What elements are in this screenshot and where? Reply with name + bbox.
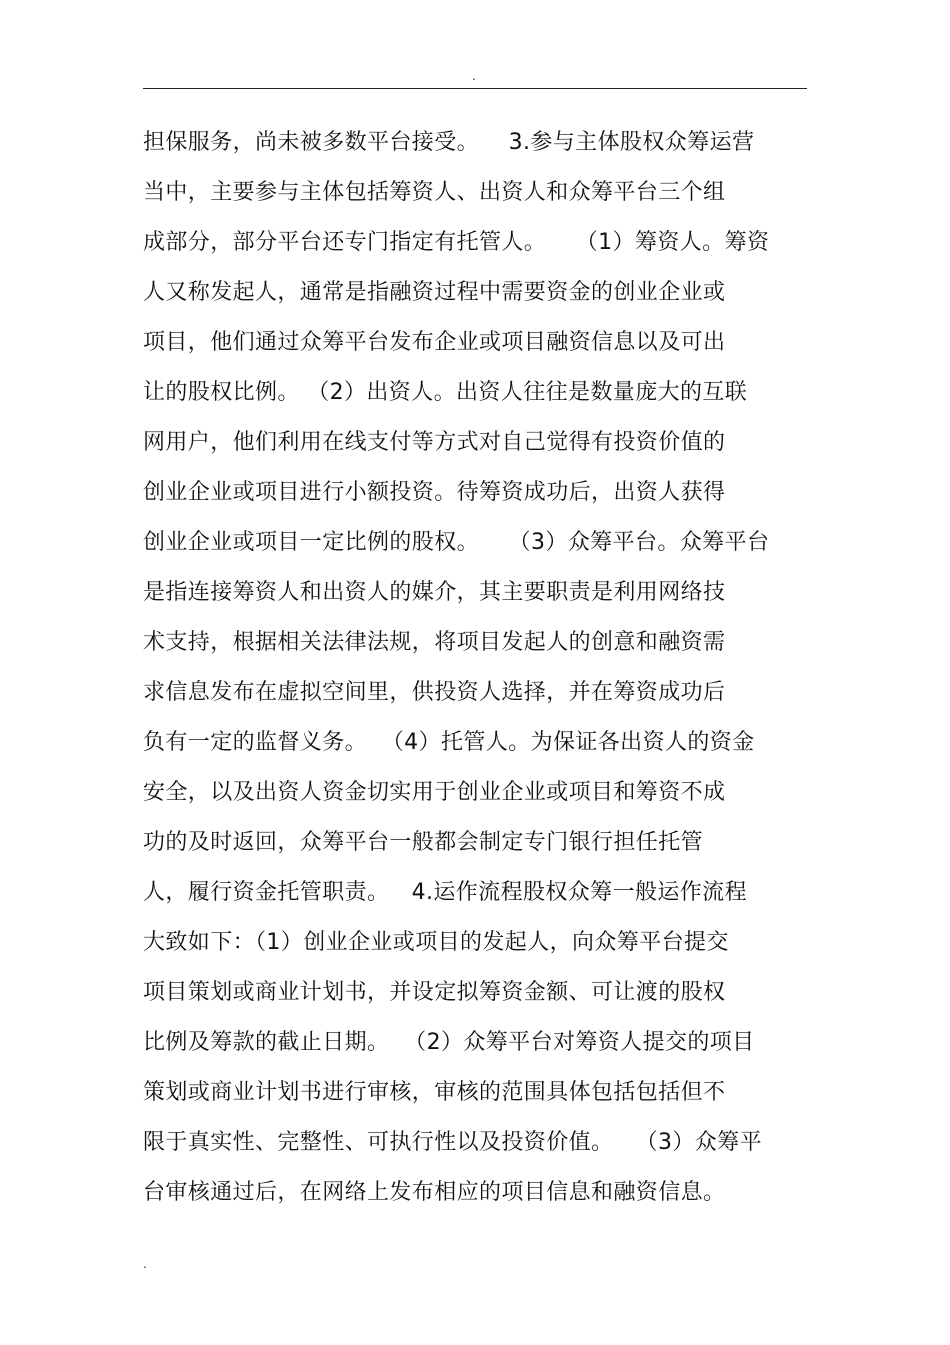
text-line: 策划或商业计划书进行审核，审核的范围具体包括包括但不 bbox=[143, 1080, 726, 1105]
text-line: 限于真实性、完整性、可执行性以及投资价值。 （3）众筹平 bbox=[143, 1130, 762, 1155]
text-line: 大致如下：（1）创业企业或项目的发起人，向众筹平台提交 bbox=[143, 930, 729, 955]
text-line: 台审核通过后，在网络上发布相应的项目信息和融资信息。 bbox=[143, 1180, 726, 1205]
text-line: 担保服务，尚未被多数平台接受。 3.参与主体股权众筹运营 bbox=[143, 130, 755, 155]
text-line: 是指连接筹资人和出资人的媒介，其主要职责是利用网络技 bbox=[143, 580, 726, 605]
footer-mark: . bbox=[143, 1257, 147, 1271]
text-line: 功的及时返回，众筹平台一般都会制定专门银行担任托管 bbox=[143, 830, 704, 855]
text-line: 项目策划或商业计划书，并设定拟筹资金额、可让渡的股权 bbox=[143, 980, 726, 1005]
body-text bbox=[143, 118, 823, 1218]
text-line: 网用户，他们利用在线支付等方式对自己觉得有投资价值的 bbox=[143, 430, 726, 455]
text-line: 成部分，部分平台还专门指定有托管人。 （1）筹资人。筹资 bbox=[143, 230, 770, 255]
text-line: 负有一定的监督义务。 （4）托管人。为保证各出资人的资金 bbox=[143, 730, 755, 755]
text-line: 安全，以及出资人资金切实用于创业企业或项目和筹资不成 bbox=[143, 780, 726, 805]
text-line: 当中，主要参与主体包括筹资人、出资人和众筹平台三个组 bbox=[143, 180, 726, 205]
text-line: 人，履行资金托管职责。 4.运作流程股权众筹一般运作流程 bbox=[143, 880, 747, 905]
text-line: 项目，他们通过众筹平台发布企业或项目融资信息以及可出 bbox=[143, 330, 726, 355]
text-line: 创业企业或项目进行小额投资。待筹资成功后，出资人获得 bbox=[143, 480, 726, 505]
text-line: 让的股权比例。 （2）出资人。出资人往往是数量庞大的互联 bbox=[143, 380, 748, 405]
text-line: 人又称发起人，通常是指融资过程中需要资金的创业企业或 bbox=[143, 280, 726, 305]
text-line: 求信息发布在虚拟空间里，供投资人选择，并在筹资成功后 bbox=[143, 680, 726, 705]
text-line: 创业企业或项目一定比例的股权。 （3）众筹平台。众筹平台 bbox=[143, 530, 770, 555]
header-rule bbox=[143, 88, 807, 89]
text-line: 术支持，根据相关法律法规，将项目发起人的创意和融资需 bbox=[143, 630, 726, 655]
header-mark: . bbox=[472, 69, 476, 83]
text-line: 比例及筹款的截止日期。 （2）众筹平台对筹资人提交的项目 bbox=[143, 1030, 755, 1055]
